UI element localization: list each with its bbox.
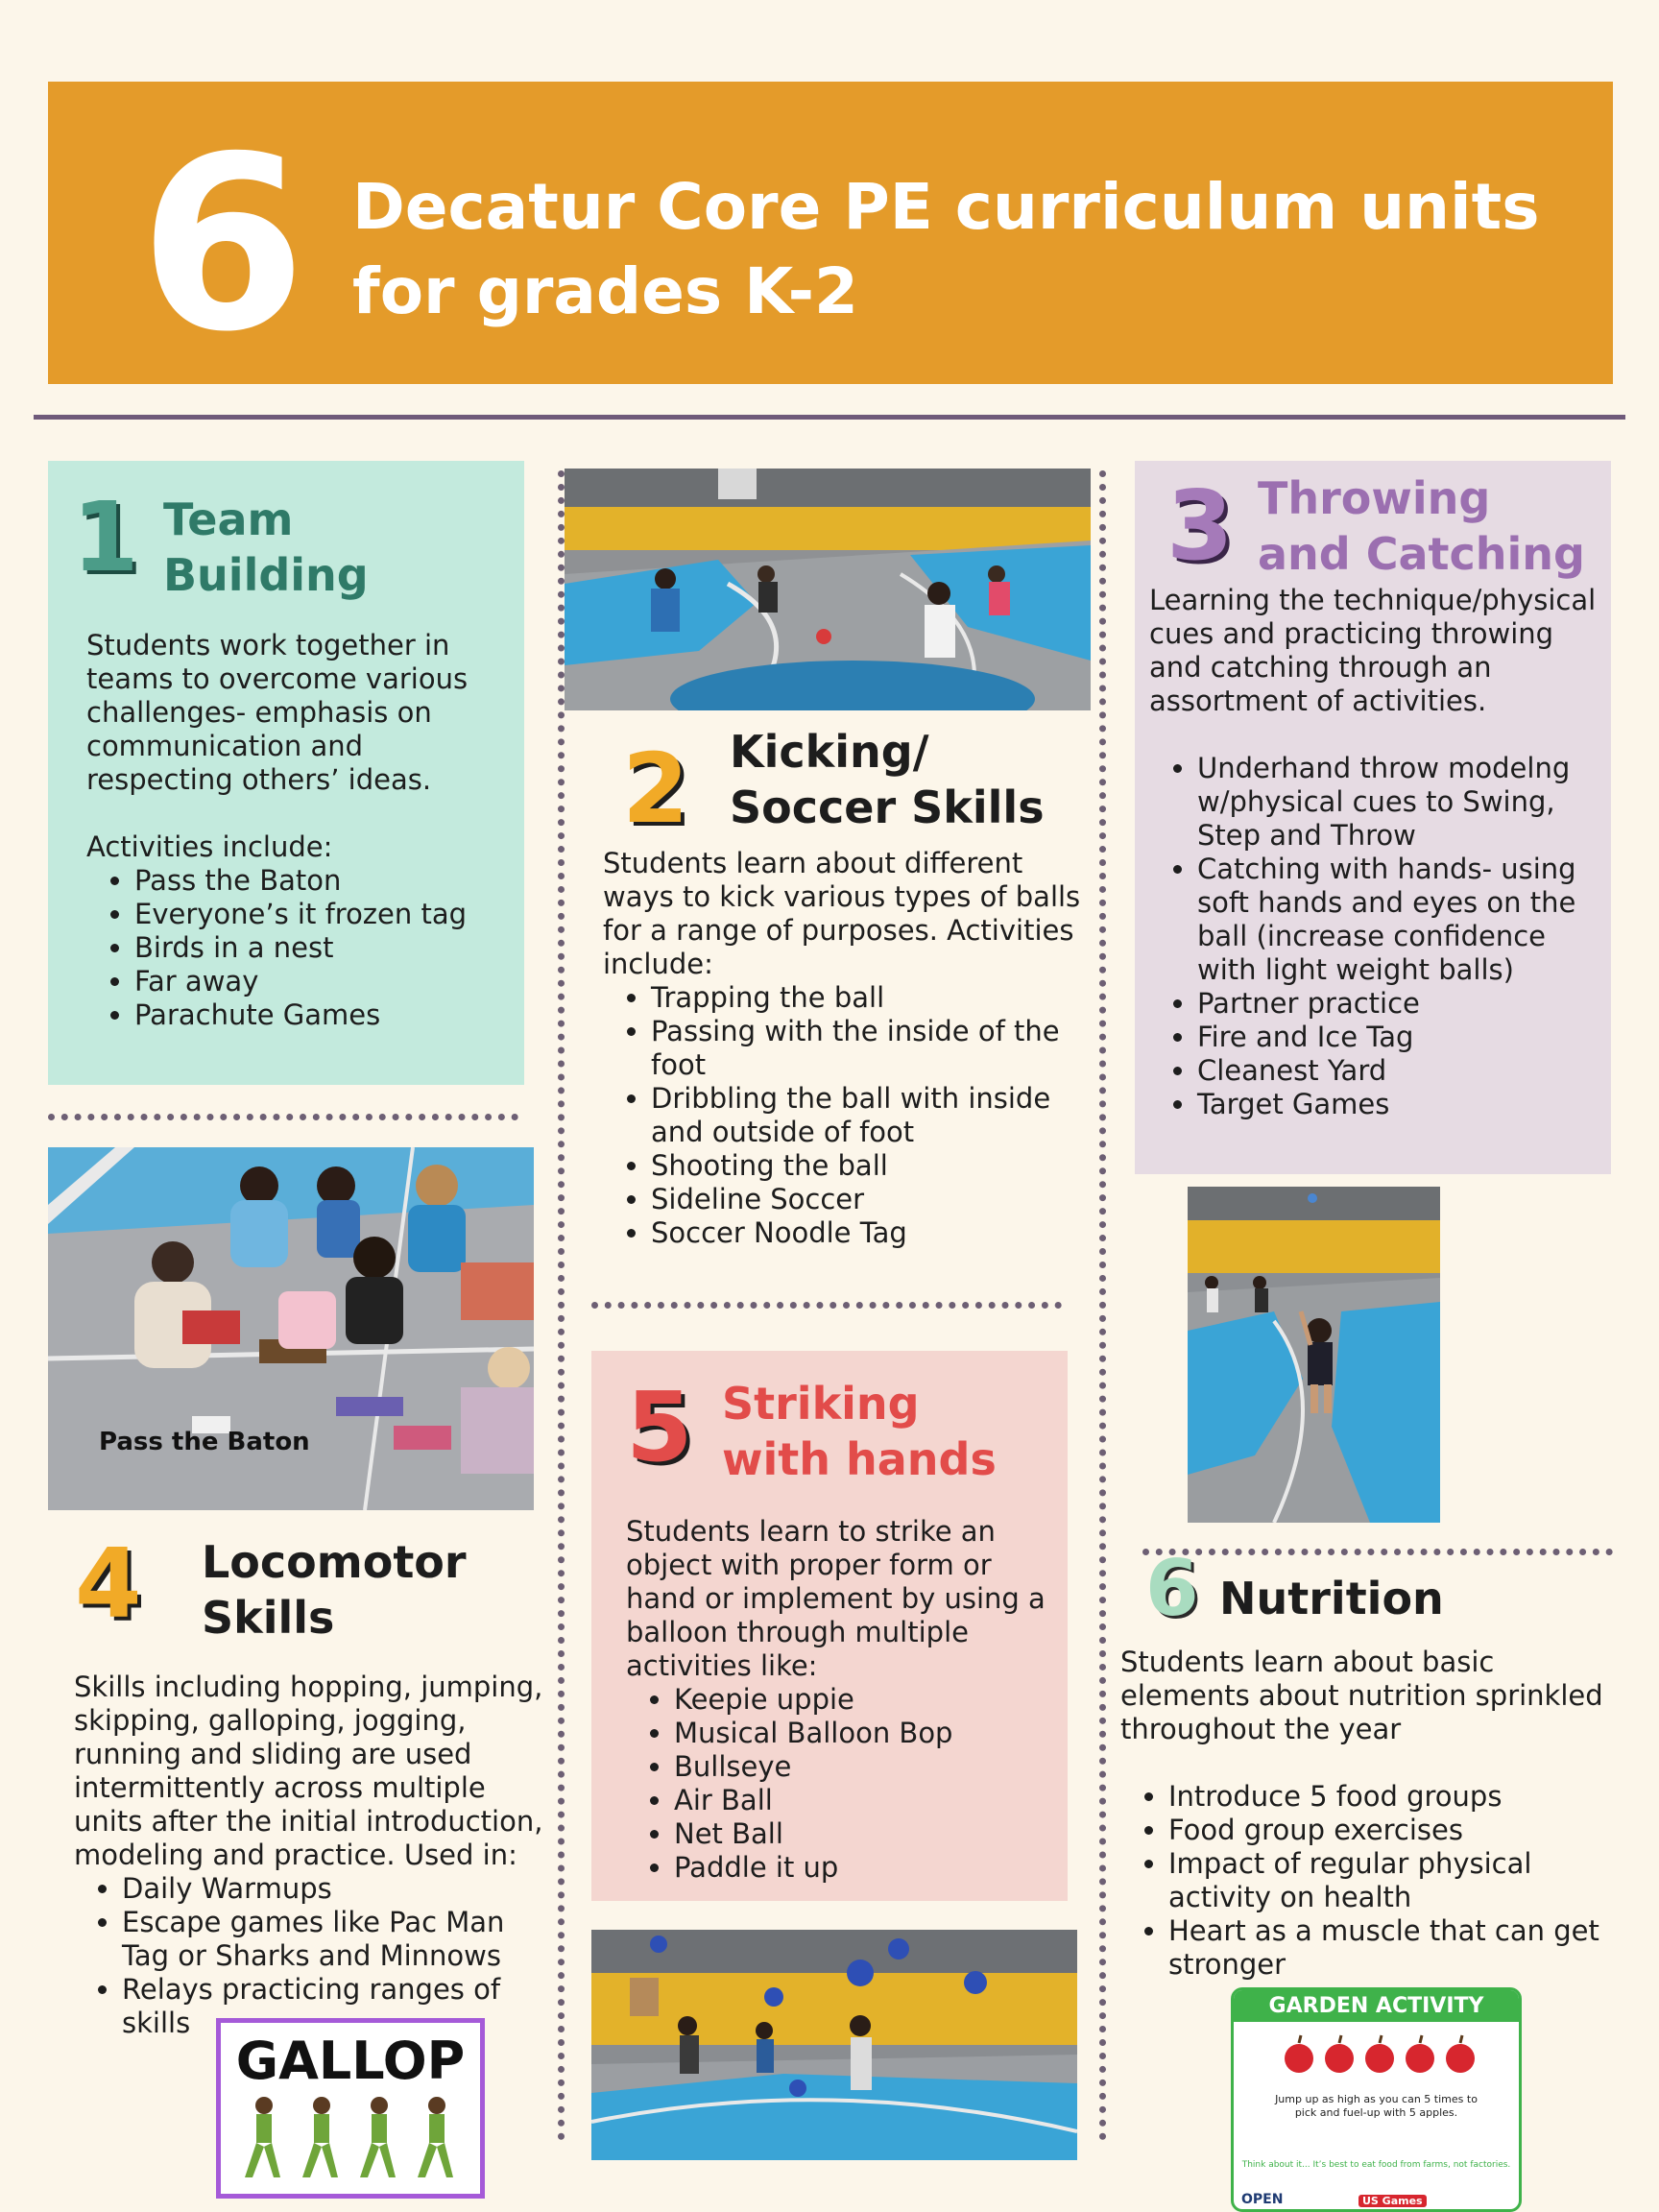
gallop-card [216,2018,485,2199]
list-item: • Food group exercises [1168,1814,1620,1847]
balloon-gym-photo [591,1930,1077,2160]
list-item: • Musical Balloon Bop [674,1717,1048,1750]
list-item: • Birds in a nest [134,931,514,965]
list-item: • Impact of regular physical activity on health [1168,1847,1620,1914]
row-divider-middle [591,1302,1062,1309]
list-item: • Pass the Baton [134,864,514,898]
unit3-number: 3 [1166,469,1234,582]
garden-footer: Think about it... It’s best to eat food from farms, not factories. [1241,2160,1511,2170]
unit1-number: 1 [72,481,139,593]
list-item: • Everyone’s it frozen tag [134,898,514,931]
unit5-title-line1: Striking [722,1378,920,1430]
row-divider-left [48,1114,518,1120]
column-divider-left [558,470,565,2141]
unit6-activity-list [1120,1780,1620,1982]
unit3-title [1258,470,1585,582]
list-item: • Sideline Soccer [651,1183,1083,1216]
page-title: Decatur Core PE curriculum units for grades K-2 [352,170,1540,328]
gallop-label: GALLOP [235,2031,466,2091]
unit1-title-line1: Team [163,493,294,545]
list-item: • Trapping the ball [651,981,1083,1015]
list-item: • Air Ball [674,1784,1048,1817]
us-games-logo: US Games [1358,2195,1427,2207]
list-item: • Paddle it up [674,1851,1048,1885]
unit1-activity-list [86,864,514,1032]
unit3-activity-list [1149,752,1600,1121]
unit3-body [1149,584,1600,1121]
unit4-number: 4 [75,1527,142,1640]
unit3-title-line1: Throwing [1258,472,1491,524]
list-item: • Introduce 5 food groups [1168,1780,1620,1814]
unit5-body [626,1515,1048,1885]
unit4-activity-list [74,1872,544,2040]
unit5-number: 5 [626,1371,693,1483]
unit4-title-line2: Skills [202,1592,335,1644]
list-item: • Parachute Games [134,998,514,1032]
unit2-body [603,847,1083,1250]
list-item: • Cleanest Yard [1197,1054,1600,1088]
unit4-title [202,1534,467,1646]
list-item: • Passing with the inside of the foot [651,1015,1083,1082]
unit2-title [730,724,1045,835]
unit4-description: Skills including hopping, jumping, skipping, galloping, jogging, running and sliding are used intermittently across multiple units after the initial introduction, modeling and practice. Used in: [74,1671,543,1871]
list-item: • Dribbling the ball with inside and outside of foot [651,1082,1083,1149]
unit3-description: Learning the technique/physical cues and practicing throwing and catching through an assortment of activities. [1149,584,1597,717]
list-item: • Net Ball [674,1817,1048,1851]
unit1-title-line2: Building [163,549,369,601]
list-item: • Escape games like Pac Man Tag or Sharks and Minnows [122,1906,544,1973]
unit1-title [163,492,369,603]
unit6-number: 6 [1145,1544,1199,1633]
garden-activity-title: GARDEN ACTIVITY [1234,1990,1519,2022]
soccer-gym-photo [565,469,1091,710]
list-item: • Far away [134,965,514,998]
unit4-title-line1: Locomotor [202,1536,467,1588]
unit2-description: Students learn about different ways to kick various types of balls for a range of purposes. Activities include: [603,847,1081,980]
list-item: • Keepie uppie [674,1683,1048,1717]
header-number: 6 [139,105,306,384]
unit5-description: Students learn to strike an object with proper form or hand or implement by using a balloon through multiple activities like: [626,1515,1046,1682]
column-divider-right [1099,470,1106,2141]
list-item: • Soccer Noodle Tag [651,1216,1083,1250]
list-item: • Catching with hands- using soft hands and eyes on the ball (increase confidence with light weight balls) [1197,853,1600,987]
unit6-description: Students learn about basic elements about nutrition sprinkled throughout the year [1120,1646,1603,1745]
unit2-activity-list [603,981,1083,1250]
unit1-description: Students work together in teams to overcome various challenges- emphasis on communication and respecting others’ ideas. [86,629,469,796]
header-divider [34,415,1625,420]
unit2-title-line2: Soccer Skills [730,781,1045,833]
apples-icon [1234,2022,1522,2089]
unit5-title-line2: with hands [722,1433,997,1485]
unit4-body [74,1671,544,2040]
photo-caption: Pass the Baton [99,1428,310,1456]
open-logo: OPEN [1241,2192,1284,2207]
throwing-photo [1188,1187,1440,1523]
unit6-body [1120,1646,1620,1982]
list-item: • Heart as a muscle that can get stronger [1168,1914,1620,1982]
unit3-title-line2: and Catching [1258,528,1585,580]
garden-activity-card [1231,1987,1522,2212]
unit2-number: 2 [622,733,689,845]
list-item: • Bullseye [674,1750,1048,1784]
list-item: • Shooting the ball [651,1149,1083,1183]
list-item: • Daily Warmups [122,1872,544,1906]
list-item: • Partner practice [1197,987,1600,1021]
unit1-activities-label: Activities include: [86,830,333,863]
list-item: • Underhand throw modelng w/physical cues to Swing, Step and Throw [1197,752,1600,853]
unit2-title-line1: Kicking/ [730,726,929,778]
list-item: • Fire and Ice Tag [1197,1021,1600,1054]
unit1-body [86,629,514,1032]
unit6-title: Nutrition [1219,1573,1444,1624]
garden-instruction: Jump up as high as you can 5 times to pick and fuel-up with 5 apples. [1275,2093,1478,2119]
gallop-figures-icon [221,2091,480,2182]
list-item: • Target Games [1197,1088,1600,1121]
unit5-title [722,1376,997,1487]
list-item: • Relays practicing ranges of skills [122,1973,544,2040]
unit5-activity-list [626,1683,1048,1885]
row-divider-right [1142,1549,1613,1555]
